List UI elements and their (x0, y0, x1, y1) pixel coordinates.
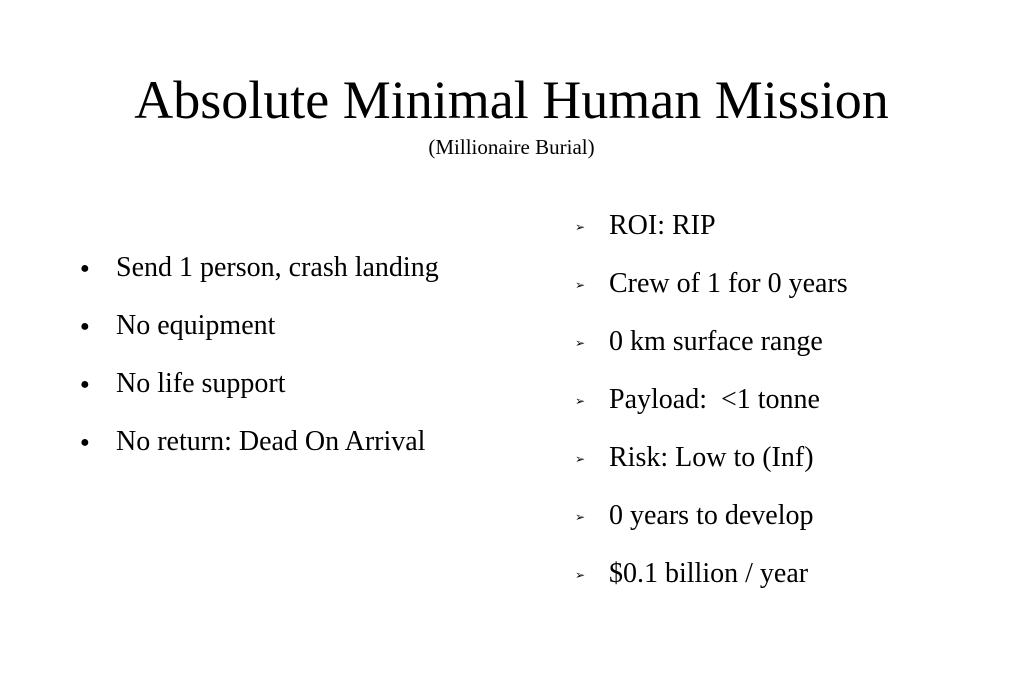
list-item-text: Payload: <1 tonne (609, 384, 820, 415)
slide-title: Absolute Minimal Human Mission (134, 70, 889, 130)
arrow-bullet-icon: ➢ (575, 278, 586, 292)
list-item-text: 0 years to develop (609, 500, 814, 531)
list-item-text: No return: Dead On Arrival (116, 426, 426, 457)
list-item-text: Risk: Low to (Inf) (609, 442, 814, 473)
list-item-text: No equipment (116, 310, 276, 341)
list-item-text: Send 1 person, crash landing (116, 252, 439, 283)
bullet-dot-icon: ● (80, 434, 90, 451)
arrow-bullet-icon: ➢ (575, 510, 586, 524)
bullet-dot-icon: ● (80, 376, 90, 393)
list-item-text: No life support (116, 368, 286, 399)
arrow-bullet-icon: ➢ (575, 568, 586, 582)
list-item-text: ROI: RIP (609, 210, 716, 241)
arrow-bullet-icon: ➢ (575, 452, 586, 466)
list-item-text: Crew of 1 for 0 years (609, 268, 848, 299)
arrow-bullet-icon: ➢ (575, 394, 586, 408)
list-item-text: $0.1 billion / year (609, 558, 809, 589)
arrow-bullet-icon: ➢ (575, 220, 586, 234)
bullet-dot-icon: ● (80, 318, 90, 335)
arrow-bullet-icon: ➢ (575, 336, 586, 350)
list-item-text: 0 km surface range (609, 326, 823, 357)
bullet-dot-icon: ● (80, 260, 90, 277)
slide-subtitle: (Millionaire Burial) (428, 135, 595, 159)
